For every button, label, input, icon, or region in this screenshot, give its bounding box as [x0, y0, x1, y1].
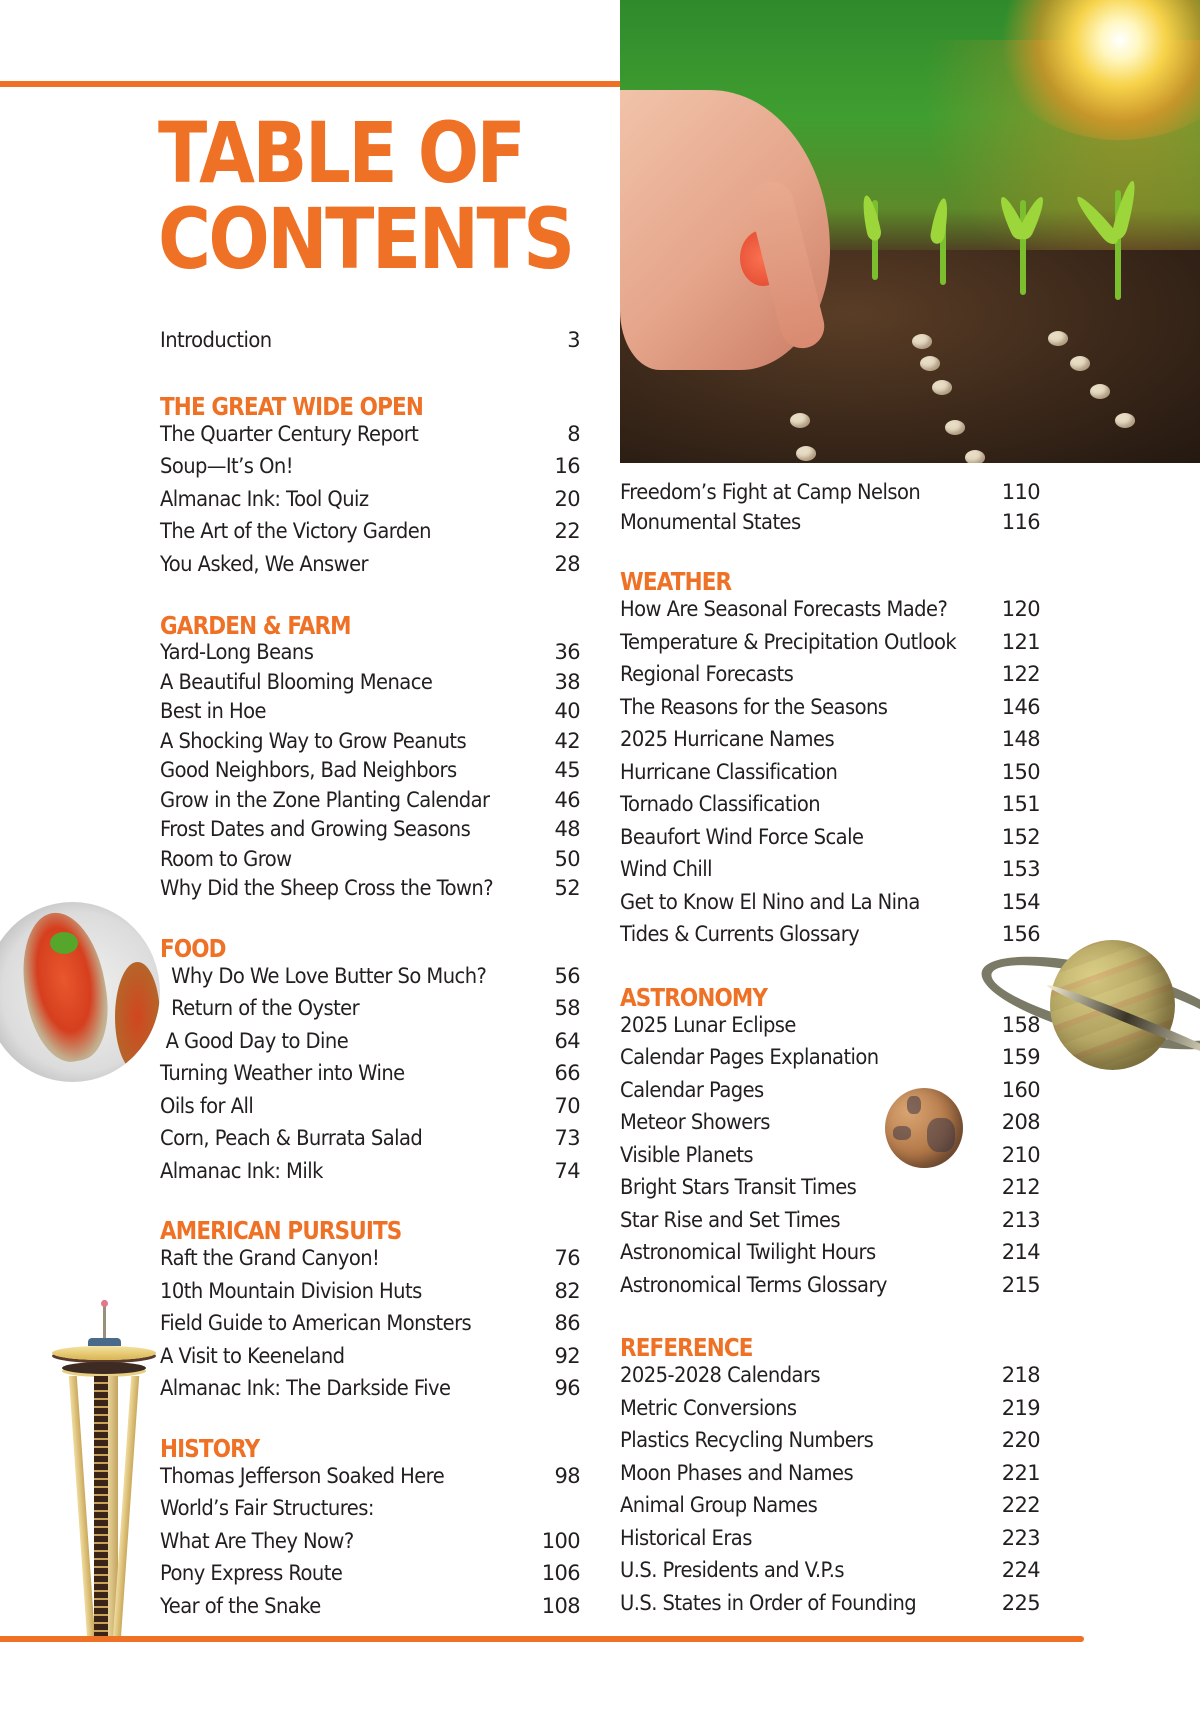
- toc-entry[interactable]: [160, 422, 580, 455]
- entry-page: 42: [554, 728, 580, 753]
- toc-entry[interactable]: [160, 1529, 580, 1562]
- toc-entry[interactable]: [620, 890, 1040, 923]
- entry-page: 152: [1001, 824, 1040, 849]
- entry-page: 110: [1001, 480, 1040, 504]
- toc-entry[interactable]: [160, 487, 580, 520]
- entry-label: Temperature & Precipitation Outlook: [620, 629, 957, 654]
- entry-label: Animal Group Names: [620, 1493, 818, 1517]
- mars-illustration: [885, 1088, 963, 1168]
- entry-page: 153: [1001, 857, 1040, 881]
- toc-entry[interactable]: [620, 1396, 1040, 1429]
- toc-entry[interactable]: [620, 922, 1040, 955]
- toc-entry[interactable]: [160, 729, 580, 759]
- entry-page: 70: [554, 1093, 580, 1118]
- entry-label: Almanac Ink: Tool Quiz: [160, 486, 369, 511]
- section-heading-garden-farm: GARDEN & FARM: [160, 611, 351, 640]
- entry-label: Astronomical Terms Glossary: [620, 1272, 887, 1297]
- entry-label: You Asked, We Answer: [160, 551, 369, 576]
- entry-page: 122: [1001, 662, 1040, 686]
- entry-page: 225: [1001, 1590, 1040, 1615]
- toc-entry[interactable]: [620, 1208, 1040, 1241]
- toc-entry[interactable]: [160, 1496, 580, 1529]
- entry-page: 223: [1001, 1525, 1040, 1550]
- entry-page: 96: [554, 1376, 580, 1400]
- toc-entry[interactable]: [620, 597, 1040, 630]
- entry-label: U.S. States in Order of Founding: [620, 1590, 917, 1615]
- entry-page: 64: [554, 1028, 580, 1053]
- entry-label: Visible Planets: [620, 1142, 754, 1167]
- entry-label: Calendar Pages: [620, 1077, 764, 1102]
- entry-label: World’s Fair Structures:: [160, 1496, 374, 1520]
- toc-entry[interactable]: [620, 1078, 1040, 1111]
- entry-label: Calendar Pages Explanation: [620, 1045, 879, 1069]
- section-heading-reference: REFERENCE: [620, 1333, 753, 1362]
- entry-label: Room to Grow: [160, 846, 292, 871]
- entry-label: Regional Forecasts: [620, 662, 794, 686]
- toc-entry[interactable]: [620, 1143, 1040, 1176]
- entry-label: 2025 Hurricane Names: [620, 727, 835, 751]
- bottom-accent-rule: [0, 1636, 1084, 1642]
- toc-entry[interactable]: [620, 1273, 1040, 1306]
- toc-entry[interactable]: [620, 1461, 1040, 1494]
- entry-label: 2025 Lunar Eclipse: [620, 1012, 796, 1037]
- entry-label: Yard-Long Beans: [160, 640, 314, 664]
- toc-entry[interactable]: [160, 454, 580, 487]
- toc-entry[interactable]: [620, 760, 1040, 793]
- toc-entry[interactable]: [620, 1175, 1040, 1208]
- entry-page: 52: [554, 876, 580, 900]
- entry-page: 56: [554, 963, 580, 988]
- entry-page: 224: [1001, 1558, 1040, 1582]
- entry-page: 222: [1001, 1493, 1040, 1517]
- entry-page: 160: [1001, 1077, 1040, 1102]
- toc-entry[interactable]: [620, 510, 1040, 540]
- entry-label: Almanac Ink: The Darkside Five: [160, 1376, 451, 1400]
- entry-page: 20: [554, 486, 580, 511]
- toc-entry[interactable]: [620, 1240, 1040, 1273]
- entry-label: Metric Conversions: [620, 1395, 797, 1420]
- entry-page: 213: [1001, 1207, 1040, 1232]
- entry-label: Why Did the Sheep Cross the Town?: [160, 876, 494, 900]
- entry-page: 40: [554, 699, 580, 723]
- entry-page: 58: [554, 996, 580, 1020]
- toc-entry[interactable]: [160, 1594, 580, 1627]
- entry-page: 3: [567, 328, 580, 352]
- entry-label: Grow in the Zone Planting Calendar: [160, 787, 490, 812]
- entry-page: 82: [554, 1278, 580, 1303]
- toc-entry[interactable]: [620, 727, 1040, 760]
- entry-page: 16: [554, 454, 580, 478]
- entry-label: A Good Day to Dine: [165, 1028, 349, 1053]
- entry-label: Astronomical Twilight Hours: [620, 1240, 876, 1264]
- entry-page: 28: [554, 551, 580, 576]
- toc-entry[interactable]: [160, 758, 580, 788]
- entry-label: The Quarter Century Report: [160, 421, 419, 446]
- entry-label: The Reasons for the Seasons: [620, 694, 888, 719]
- entry-page: 46: [554, 787, 580, 812]
- section-heading-food: FOOD: [160, 933, 226, 963]
- entry-page: 76: [554, 1246, 580, 1270]
- entry-page: 214: [1001, 1240, 1040, 1264]
- space-needle-photo: [50, 1300, 160, 1640]
- entry-label: 10th Mountain Division Huts: [160, 1278, 422, 1303]
- toc-right-column: [620, 480, 1040, 1623]
- entry-page: 116: [1001, 509, 1040, 534]
- toc-entry[interactable]: [620, 1110, 1040, 1143]
- toc-entry[interactable]: [160, 1311, 580, 1344]
- title-line-1: TABLE OF: [158, 104, 524, 202]
- entry-label: A Shocking Way to Grow Peanuts: [160, 728, 467, 753]
- toc-entry[interactable]: [620, 662, 1040, 695]
- toc-entry[interactable]: [620, 792, 1040, 825]
- entry-label: 2025-2028 Calendars: [620, 1363, 821, 1387]
- toc-entry[interactable]: [620, 1526, 1040, 1559]
- entry-label: Thomas Jefferson Soaked Here: [160, 1463, 445, 1488]
- hand-planting-seeds-photo: [620, 0, 1200, 463]
- entry-page: 106: [541, 1561, 580, 1585]
- toc-entry[interactable]: [160, 996, 580, 1029]
- entry-page: 86: [554, 1311, 580, 1335]
- toc-entry[interactable]: [160, 640, 580, 670]
- entry-label: A Visit to Keeneland: [160, 1343, 345, 1368]
- entry-label: The Art of the Victory Garden: [160, 519, 431, 543]
- entry-page: 151: [1001, 792, 1040, 816]
- toc-entry[interactable]: [620, 1363, 1040, 1396]
- entry-label: Introduction: [160, 328, 272, 352]
- toc-entry[interactable]: [160, 788, 580, 818]
- entry-page: 212: [1001, 1175, 1040, 1199]
- grilled-oyster-photo: [0, 902, 160, 1082]
- toc-entry[interactable]: [160, 1246, 580, 1279]
- toc-entry[interactable]: [620, 1493, 1040, 1526]
- page-title: [158, 104, 573, 288]
- entry-page: 73: [554, 1126, 580, 1150]
- entry-page: 45: [554, 758, 580, 782]
- toc-entry[interactable]: [160, 699, 580, 729]
- toc-entry[interactable]: [160, 1029, 580, 1062]
- entry-page: 220: [1001, 1428, 1040, 1452]
- entry-page: 150: [1001, 759, 1040, 784]
- entry-label: Frost Dates and Growing Seasons: [160, 817, 471, 841]
- entry-label: Tornado Classification: [620, 792, 821, 816]
- entry-label: Moon Phases and Names: [620, 1460, 854, 1485]
- entry-label: Pony Express Route: [160, 1561, 343, 1585]
- toc-entry[interactable]: [620, 695, 1040, 728]
- entry-page: 148: [1001, 727, 1040, 751]
- toc-entry[interactable]: [160, 1094, 580, 1127]
- toc-entry[interactable]: [160, 1279, 580, 1312]
- toc-entry[interactable]: [620, 1558, 1040, 1591]
- toc-entry[interactable]: [160, 552, 580, 585]
- toc-entry[interactable]: [160, 1061, 580, 1094]
- section-heading-american-pursuits: AMERICAN PURSUITS: [160, 1216, 402, 1245]
- entry-label: Plastics Recycling Numbers: [620, 1428, 874, 1452]
- entry-label: Freedom’s Fight at Camp Nelson: [620, 480, 921, 504]
- entry-label: A Beautiful Blooming Menace: [160, 669, 433, 694]
- entry-label: Why Do We Love Butter So Much?: [171, 963, 487, 988]
- entry-page: 158: [1001, 1012, 1040, 1037]
- entry-label: Good Neighbors, Bad Neighbors: [160, 758, 457, 782]
- toc-entry[interactable]: [160, 1561, 580, 1594]
- toc-entry[interactable]: [160, 519, 580, 552]
- section-heading-great-wide-open: THE GREAT WIDE OPEN: [160, 391, 423, 421]
- entry-label: Field Guide to American Monsters: [160, 1311, 472, 1335]
- toc-entry[interactable]: [160, 1376, 580, 1409]
- entry-label: Wind Chill: [620, 857, 713, 881]
- toc-entry[interactable]: [620, 1045, 1040, 1078]
- toc-entry[interactable]: [160, 1464, 580, 1497]
- entry-page: 36: [554, 640, 580, 664]
- entry-page: 38: [554, 669, 580, 694]
- toc-entry-introduction[interactable]: [160, 328, 580, 361]
- entry-label: Best in Hoe: [160, 699, 266, 723]
- toc-entry[interactable]: [620, 825, 1040, 858]
- toc-entry[interactable]: [620, 1013, 1040, 1046]
- entry-page: 210: [1001, 1142, 1040, 1167]
- entry-label: Turning Weather into Wine: [160, 1061, 405, 1085]
- entry-label: Historical Eras: [620, 1525, 752, 1550]
- entry-label: Almanac Ink: Milk: [160, 1158, 323, 1183]
- entry-label: Return of the Oyster: [171, 996, 360, 1020]
- entry-page: 215: [1001, 1272, 1040, 1297]
- entry-page: 121: [1001, 629, 1040, 654]
- entry-label: Oils for All: [160, 1093, 254, 1118]
- entry-page: 159: [1001, 1045, 1040, 1069]
- entry-label: Bright Stars Transit Times: [620, 1175, 857, 1199]
- entry-label: Raft the Grand Canyon!: [160, 1246, 380, 1270]
- entry-label: Soup—It’s On!: [160, 454, 293, 478]
- toc-entry[interactable]: [160, 1159, 580, 1192]
- toc-entry[interactable]: [160, 847, 580, 877]
- toc-entry[interactable]: [620, 630, 1040, 663]
- entry-page: 100: [541, 1528, 580, 1553]
- saturn-illustration: [978, 938, 1200, 1083]
- entry-label: Corn, Peach & Burrata Salad: [160, 1126, 423, 1150]
- toc-entry[interactable]: [160, 1344, 580, 1377]
- entry-page: 98: [554, 1463, 580, 1488]
- entry-label: Get to Know El Nino and La Nina: [620, 889, 920, 914]
- entry-label: How Are Seasonal Forecasts Made?: [620, 597, 948, 621]
- toc-left-column: [160, 328, 580, 1626]
- toc-entry[interactable]: [160, 817, 580, 847]
- entry-page: 50: [554, 846, 580, 871]
- entry-page: 154: [1001, 889, 1040, 914]
- toc-entry[interactable]: [620, 857, 1040, 890]
- entry-label: U.S. Presidents and V.P.s: [620, 1558, 844, 1582]
- toc-entry[interactable]: [620, 1428, 1040, 1461]
- section-heading-weather: WEATHER: [620, 567, 732, 596]
- entry-page: 92: [554, 1343, 580, 1368]
- entry-page: 218: [1001, 1363, 1040, 1387]
- entry-label: Tides & Currents Glossary: [620, 922, 860, 946]
- entry-label: Meteor Showers: [620, 1110, 770, 1134]
- toc-entry[interactable]: [620, 480, 1040, 510]
- entry-page: 22: [554, 519, 580, 543]
- entry-label: Star Rise and Set Times: [620, 1207, 841, 1232]
- entry-label: What Are They Now?: [160, 1528, 354, 1553]
- entry-label: Year of the Snake: [160, 1593, 321, 1618]
- toc-entry[interactable]: [620, 1591, 1040, 1624]
- title-line-2: CONTENTS: [158, 190, 573, 288]
- entry-label: Beaufort Wind Force Scale: [620, 824, 864, 849]
- entry-page: 156: [1001, 922, 1040, 946]
- entry-page: 120: [1001, 597, 1040, 621]
- entry-page: 146: [1001, 694, 1040, 719]
- entry-page: 219: [1001, 1395, 1040, 1420]
- toc-entry[interactable]: [160, 876, 580, 906]
- toc-entry[interactable]: [160, 964, 580, 997]
- section-heading-astronomy: ASTRONOMY: [620, 982, 768, 1012]
- entry-label: Monumental States: [620, 509, 801, 534]
- entry-page: 208: [1001, 1110, 1040, 1134]
- entry-page: 8: [567, 421, 580, 446]
- entry-page: 74: [554, 1158, 580, 1183]
- entry-page: 108: [541, 1593, 580, 1618]
- entry-page: 221: [1001, 1460, 1040, 1485]
- section-heading-history: HISTORY: [160, 1433, 260, 1463]
- entry-page: 66: [554, 1061, 580, 1085]
- entry-page: 48: [554, 817, 580, 841]
- toc-entry[interactable]: [160, 1126, 580, 1159]
- top-accent-rule: [0, 81, 620, 87]
- toc-entry[interactable]: [160, 670, 580, 700]
- entry-label: Hurricane Classification: [620, 759, 838, 784]
